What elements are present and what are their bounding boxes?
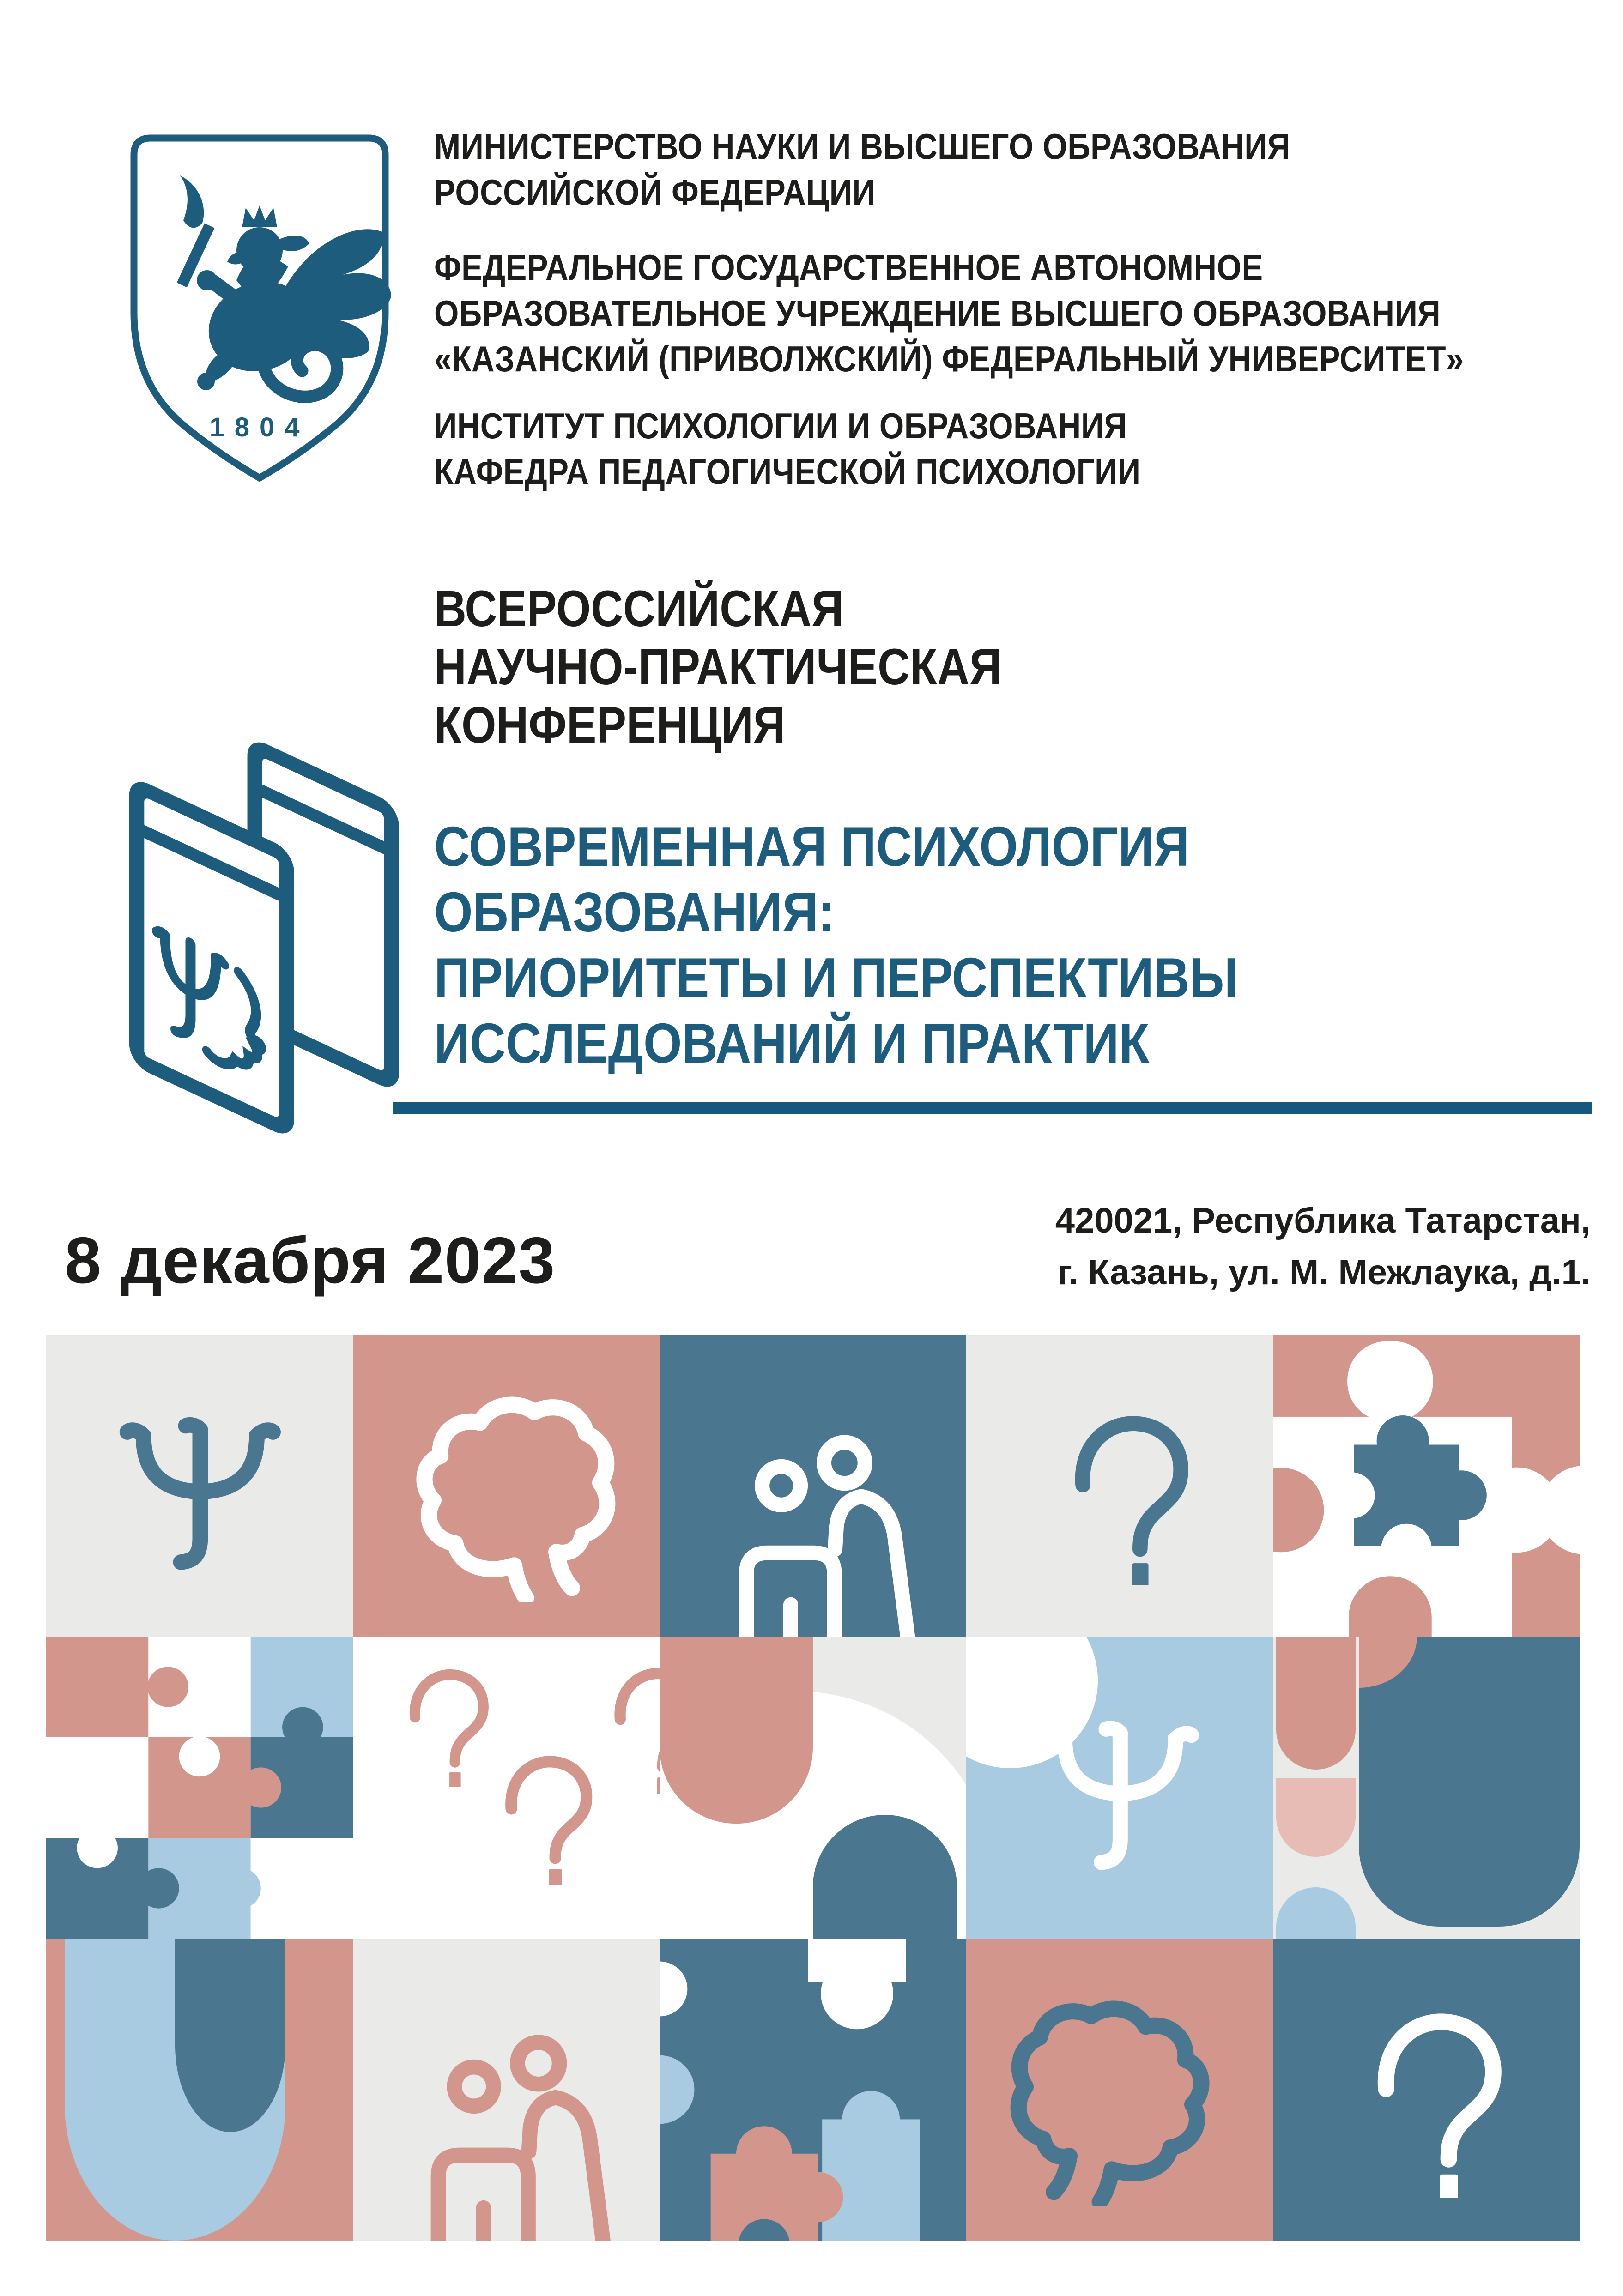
conference-title (434, 814, 1572, 1076)
ministry-line: МИНИСТЕРСТВО НАУКИ И ВЫСШЕГО ОБРАЗОВАНИЯ (434, 126, 1290, 167)
institute-line: КАФЕДРА ПЕДАГОГИЧЕСКОЙ ПСИХОЛОГИИ (434, 451, 1141, 492)
mosaic-tile-r3c2 (353, 1939, 660, 2241)
mosaic-tile-r1c1 (46, 1335, 353, 1637)
arch-shape (1276, 1887, 1356, 1939)
institute-line: ИНСТИТУТ ПСИХОЛОГИИ И ОБРАЗОВАНИЯ (434, 405, 1127, 446)
university-line: «КАЗАНСКИЙ (ПРИВОЛЖСКИЙ) ФЕДЕРАЛЬНЫЙ УНИВЕРСИТЕТ» (434, 338, 1464, 379)
divider-line (393, 1102, 1592, 1114)
brain-icon (1003, 1973, 1236, 2206)
two-people-icon (393, 2015, 619, 2241)
conference-title-line: ОБРАЗОВАНИЯ: (434, 881, 835, 943)
university-name (434, 245, 1605, 382)
event-address (1055, 1195, 1591, 1299)
psychology-books-logo-icon (118, 733, 444, 1157)
event-date: 8 декабря 2023 (65, 1224, 556, 1297)
mosaic-tile-r2c4 (966, 1637, 1273, 1939)
conference-type-line: НАУЧНО-ПРАКТИЧЕСКАЯ (434, 639, 1002, 695)
conference-type-line: КОНФЕРЕНЦИЯ (434, 697, 786, 754)
puzzle-pieces-icon (660, 1939, 966, 2241)
arch-shape (1359, 1637, 1580, 1927)
address-line: г. Казань, ул. М. Межлаука, д.1. (1057, 1253, 1591, 1292)
organization-header (434, 124, 1605, 495)
question-mark-icon (574, 1646, 660, 1794)
mosaic-tile-r2c1 (46, 1637, 353, 1939)
decorative-mosaic (46, 1335, 1580, 2241)
mosaic-tile-r3c1 (46, 1939, 353, 2241)
two-people-icon (702, 1416, 924, 1637)
institute-name (434, 403, 1605, 495)
conference-title-line: ПРИОРИТЕТЫ И ПЕРСПЕКТИВЫ (434, 946, 1238, 1009)
emblem-year: 1804 (209, 412, 310, 442)
university-line: ФЕДЕРАЛЬНОЕ ГОСУДАРСТВЕННОЕ АВТОНОМНОЕ (434, 247, 1263, 288)
address-line: 420021, Республика Татарстан, (1055, 1201, 1591, 1240)
question-mark-icon (1020, 1386, 1219, 1585)
mosaic-tile-r1c4 (966, 1335, 1273, 1637)
arch-shape (1276, 1637, 1356, 1770)
university-line: ОБРАЗОВАТЕЛЬНОЕ УЧРЕЖДЕНИЕ ВЫСШЕГО ОБРАЗОВАНИЯ (434, 293, 1441, 333)
arch-shape (660, 1637, 813, 1824)
conference-title-line: ИССЛЕДОВАНИЙ И ПРАКТИК (434, 1012, 1150, 1075)
mosaic-tile-r3c4 (966, 1939, 1273, 2241)
ministry-name (434, 124, 1605, 215)
ministry-line: РОССИЙСКОЙ ФЕДЕРАЦИИ (434, 172, 876, 212)
kfu-emblem-icon (121, 126, 398, 490)
mosaic-tile-r3c5 (1273, 1939, 1580, 2241)
arch-shape (175, 1939, 285, 2132)
psi-icon (97, 1383, 303, 1589)
conference-title-line: СОВРЕМЕННАЯ ПСИХОЛОГИЯ (434, 815, 1190, 878)
puzzle-grid-icon (46, 1637, 353, 1939)
mosaic-tile-r2c3 (660, 1637, 966, 1939)
conference-type-line: ВСЕРОССИЙСКАЯ (434, 580, 844, 637)
psi-icon (1019, 1687, 1220, 1888)
mosaic-tile-r1c2 (353, 1335, 660, 1637)
arch-shape (1276, 1778, 1356, 1857)
puzzle-piece-icon (1273, 1335, 1580, 1637)
mosaic-tile-r1c5 (1273, 1335, 1580, 1637)
conference-type-heading (434, 580, 1572, 755)
mosaic-tile-r1c3 (660, 1335, 966, 1637)
brain-icon (390, 1369, 623, 1602)
mosaic-tile-r2c2 (353, 1637, 660, 1939)
mosaic-tile-r3c3 (660, 1939, 966, 2241)
mosaic-tile-r2c5 (1273, 1637, 1580, 1939)
question-mark-icon (1318, 1981, 1535, 2198)
